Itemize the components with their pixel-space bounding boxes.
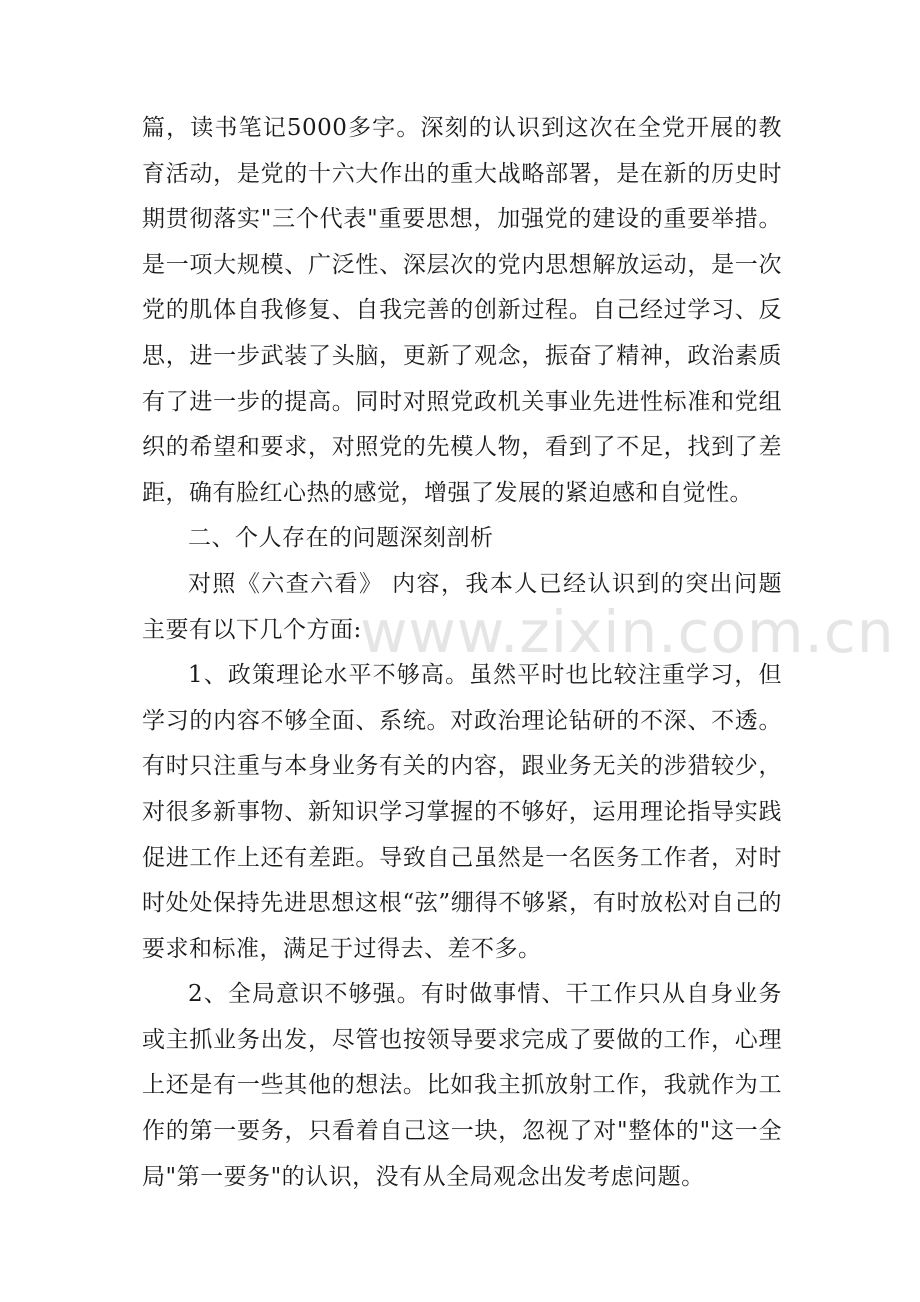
- section-heading-issues: 二、个人存在的问题深刻剖析: [188, 525, 494, 552]
- paragraph-continuation: 篇，读书笔记5000多字。深刻的认识到这次在全党开展的教育活动，是党的十六大作出的重大战略部署，是在新的历史时期贯彻落实"三个代表"重要思想，加强党的建设的重要举措。是一项大规模、广泛性、深层次的党内思想解放运动，是一次党的肌体自我修复、自我完善的创新过程。自己经过学习、反思，进一步武装了头脑，更新了观念，振奋了精神，政治素质有了进一步的提高。同时对照党政机关事业先进性标准和党组织的希望和要求，对照党的先模人物，看到了不足，找到了差距，确有脸红心热的感觉，增强了发展的紧迫感和自觉性。: [142, 115, 782, 506]
- paragraph-intro: 对照《六查六看》 内容，我本人已经认识到的突出问题主要有以下几个方面:: [142, 570, 782, 643]
- document-body: [142, 106, 782, 1200]
- paragraph-issue-2: 2、全局意识不够强。有时做事情、干工作只从自身业务或主抓业务出发，尽管也按领导要求完成了要做的工作，心理上还是有一些其他的想法。比如我主抓放射工作，我就作为工作的第一要务，只看着自己这一块，忽视了对"整体的"这一全局"第一要务"的认识，没有从全局观念出发考虑问题。: [142, 981, 782, 1190]
- paragraph-issue-1: 1、政策理论水平不够高。虽然平时也比较注重学习，但学习的内容不够全面、系统。对政治理论钻研的不深、不透。有时只注重与本身业务有关的内容，跟业务无关的涉猎较少，对很多新事物、新知识学习掌握的不够好，运用理论指导实践促进工作上还有差距。导致自己虽然是一名医务工作者，对时时处处保持先进思想这根“弦”绷得不够紧，有时放松对自己的要求和标准，满足于过得去、差不多。: [142, 662, 782, 962]
- watermark: www.zixin.com.cn: [360, 598, 895, 666]
